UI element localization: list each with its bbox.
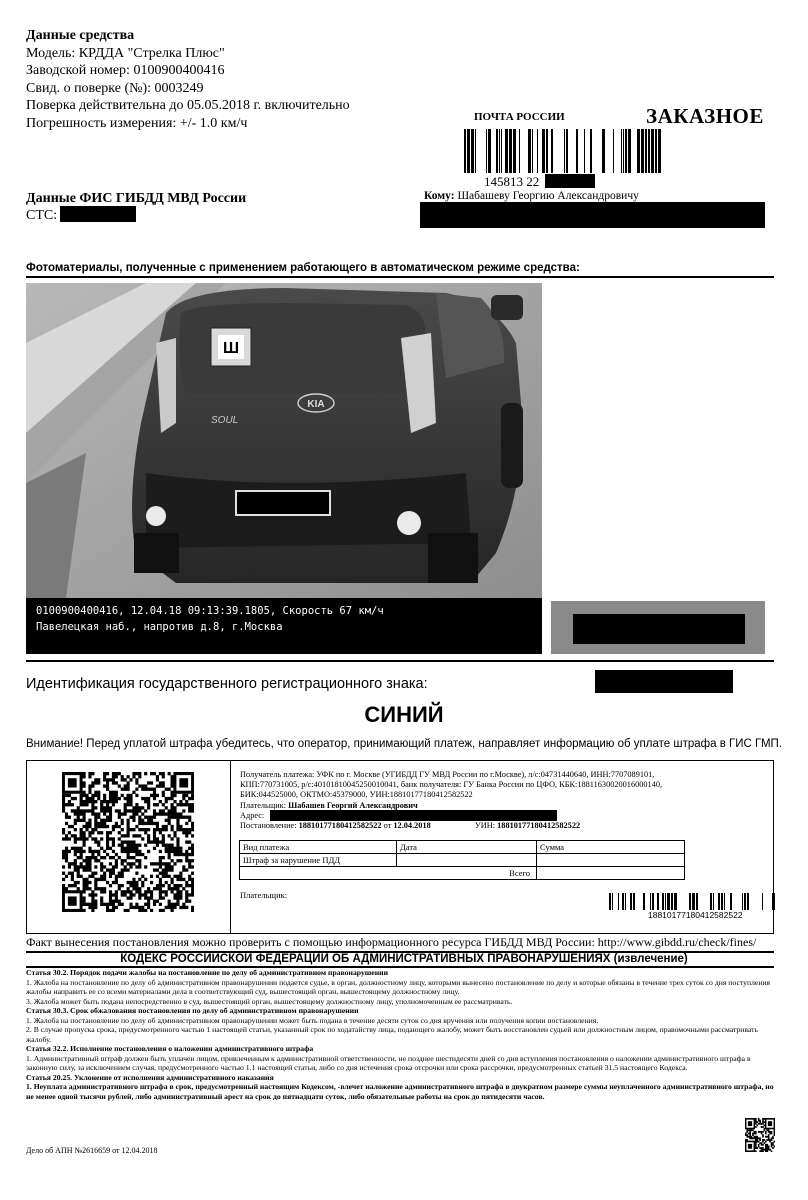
table-cell: [537, 854, 685, 867]
tracking-number: 145813 22: [484, 174, 540, 189]
address-label: Адрес:: [240, 810, 265, 820]
payee-line3: БИК:044525000, ОКТМО:45379000, УИН:18810177180412582522: [240, 790, 473, 800]
photo-caption-line1: 0100900400416, 12.04.18 09:13:39.1805, Скорость 67 км/ч: [36, 605, 384, 617]
redaction: [270, 810, 557, 821]
car-brand-badge: KIA: [307, 399, 325, 410]
identification-label: Идентификация государственного регистрационного знака:: [26, 676, 428, 692]
recipient-name: Шабашеву Георгию Александровичу: [457, 190, 639, 202]
payment-details: [240, 770, 770, 831]
payment-warning: Внимание! Перед уплатой штрафа убедитесь, что оператор, принимающий платеж, направляет информацию об уплате штрафа в ГИС ГМП.: [26, 738, 782, 750]
uin-label: УИН:: [474, 821, 496, 831]
device-info: [26, 27, 406, 132]
payment-qr-code: [62, 772, 194, 912]
plate-closeup: [551, 601, 765, 654]
uin-barcode: [605, 893, 775, 910]
redaction: [595, 670, 733, 693]
device-serial: Заводской номер: 0100900400416: [26, 63, 225, 78]
decree-from: от: [383, 821, 392, 831]
total-value: [537, 867, 685, 880]
article-title: Статья 20.25. Уклонение от исполнения административного наказания: [26, 1072, 274, 1082]
table-header: Дата: [397, 841, 537, 854]
gibdd-title: Данные ФИС ГИБДД МВД России: [26, 191, 247, 206]
payer-name: Шабашев Георгий Александрович: [288, 800, 418, 810]
post-carrier: ПОЧТА РОССИИ: [474, 111, 565, 123]
article-paragraph: 1. Жалоба на постановление по делу об административном правонарушении подается судье, в орган, должностному лицу, которыми вынесено постановление по делу и которые обязаны в течение трех суток со дня поступления жалобы направить ее со всеми материалами дела в соответствующий суд, вышестоящий орган, вышестоящему должностному лицу.: [26, 977, 771, 996]
total-label: Всего: [240, 867, 537, 880]
sign-letter: Ш: [222, 340, 240, 357]
divider: [26, 660, 774, 662]
table-total-row: [240, 867, 685, 880]
table-row: [240, 854, 685, 867]
table-cell: Штраф за нарушение ПДД: [240, 854, 397, 867]
uin-barcode-text: 18810177180412582522: [648, 910, 743, 920]
decree-line: [240, 821, 770, 831]
device-error: Погрешность измерения: +/- 1.0 км/ч: [26, 115, 248, 131]
car-model-badge: SOUL: [211, 415, 239, 426]
payee-line2: КПП:770731005, р/с:40101810045250010041, банк получателя: ГУ Банка России по ЦФО, КБК:18811630020016000140,: [240, 780, 663, 790]
payer-signature-label: Плательщик:: [240, 890, 288, 900]
article-paragraph: 1. Жалоба на постановление по делу об административном правонарушении может быть подана в течение десяти суток со дня вручения или получения копии постановления.: [26, 1015, 599, 1025]
article-paragraph: 1. Неуплата административного штрафа в срок, предусмотренный настоящим Кодексом, -влечет наложение административного штрафа в двукратном размере суммы неуплаченного административного штрафа, но не менее одной тысячи рублей, либо административный арест на срок до пятнадцати суток, либо обязательные работы на срок до пятидесяти часов.: [26, 1082, 774, 1101]
plate-color: СИНИЙ: [364, 702, 444, 727]
check-fines-note: Факт вынесения постановления можно проверить с помощью информационного ресурса ГИБДД МВД России: http://www.gibdd.ru/check/fines/: [26, 935, 757, 949]
redaction: [236, 491, 330, 515]
article-title: Статья 30.2. Порядок подачи жалобы на постановление по делу об административном правонарушении: [26, 968, 388, 977]
koap-title: КОДЕКС РОССИЙСКОЙ ФЕДЕРАЦИИ ОБ АДМИНИСТРАТИВНЫХ ПРАВОНАРУШЕНИЯХ (извлечение): [120, 953, 688, 965]
case-number: Дело об АПН №2616659 от 12.04.2018: [26, 1146, 158, 1155]
table-header-row: [240, 841, 685, 854]
redaction: [573, 614, 745, 644]
table-header: Вид платежа: [240, 841, 397, 854]
article-paragraph: 2. В случае пропуска срока, предусмотренного частью 1 настоящей статьи, указанный срок по ходатайству лица, подающего жалобу, может быть восстановлен судьей или должностным лицом, правомочными рассматривать жалобу.: [26, 1025, 758, 1044]
registered-mail-label: ЗАКАЗНОЕ: [646, 104, 764, 128]
decree-number: 18810177180412582522: [298, 821, 382, 831]
redaction: [545, 174, 595, 188]
article-title: Статья 32.2. Исполнение постановления о наложении административного штрафа: [26, 1044, 314, 1053]
article-title: Статья 30.3. Срок обжалования постановления по делу об административном правонарушении: [26, 1006, 359, 1015]
divider: [26, 276, 774, 278]
device-verification: Поверка действительна до 05.05.2018 г. включительно: [26, 98, 350, 113]
photo-caption: [26, 598, 542, 654]
recipient: [424, 190, 639, 202]
table-header: Сумма: [537, 841, 685, 854]
table-cell: [397, 854, 537, 867]
payer-label: Плательщик:: [240, 800, 286, 810]
car-photo-image: [26, 283, 542, 598]
article-paragraph: 1. Административный штраф должен быть уплачен лицом, привлеченным к административной ответственности, не позднее шестидесяти дней со дня вступления постановления о наложении административного штрафа в законную силу, за исключением случая, предусмотренного частью 1.1 настоящей статьи, либо со дня истечения срока отсрочки или срока рассрочки, предусмотренных статьей 31.5 настоящего Кодекса.: [26, 1053, 751, 1072]
payment-table: [239, 840, 685, 880]
device-title: Данные средства: [26, 28, 135, 43]
device-model: Модель: КРДДА "Стрелка Плюс": [26, 45, 225, 61]
redaction: [60, 206, 136, 222]
sts-label: СТС:: [26, 208, 58, 223]
uin-value: 18810177180412582522: [497, 821, 581, 831]
decree-date: 12.04.2018: [393, 821, 431, 831]
article-paragraph: 3. Жалоба может быть подана непосредственно в суд, вышестоящий орган, вышестоящему должностному лицу, уполномоченным ее рассматривать.: [26, 996, 513, 1006]
violation-photo: [26, 283, 542, 598]
photo-caption-line2: Павелецкая наб., напротив д.8, г.Москва: [36, 621, 283, 633]
small-qr-code: [745, 1118, 775, 1152]
tracking-barcode: [461, 129, 661, 173]
device-certificate: Свид. о поверке (№): 0003249: [26, 80, 204, 96]
koap-extract: [26, 968, 778, 1101]
redaction: [420, 202, 765, 228]
decree-label: Постановление:: [240, 821, 297, 831]
payee-line1: Получатель платежа: УФК по г. Москве (УГИБДД ГУ МВД России по г.Москве), л/с:04731440640, ИНН:7707089101,: [240, 770, 655, 779]
recipient-label: Кому:: [424, 190, 455, 202]
photo-section-title: Фотоматериалы, полученные с применением работающего в автоматическом режиме средства:: [26, 262, 580, 274]
